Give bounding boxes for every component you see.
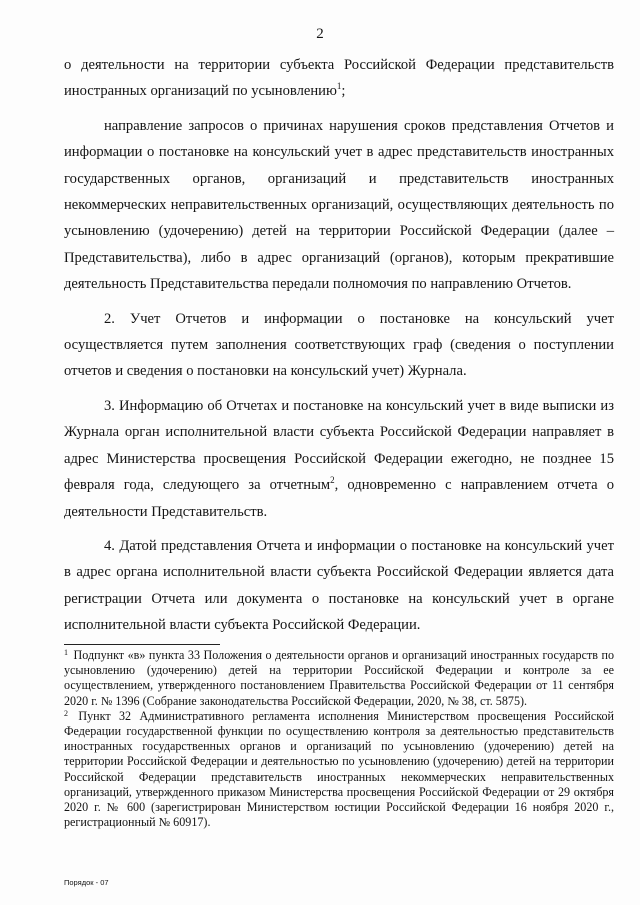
paragraph-1-text: о деятельности на территории субъекта Российской Федерации представительств иностранных организаций по усыновлению [64, 57, 614, 100]
paragraph-4 [64, 393, 614, 525]
footnote-2-text: Пункт 32 Административного регламента исполнения Министерством просвещения Российской Федерации государственной функции по осуществлению контроля за деятельностью представительств иностранных государственных органов и организаций по усыновлению (удочерению) детей на территории Российской Федерации и деятельностью по усыновлению (удочерению) детей на территории Российской Федерации представительств иностранных некоммерческих неправительственных организаций, утвержденного приказом Министерства просвещения Российской Федерации от 29 октября 2020 г. № 600 (зарегистрирован Министерством юстиции Российской Федерации 16 ноября 2020 г., регистрационный № 60917). [64, 708, 614, 830]
paragraph-2: направление запросов о причинах нарушения сроков представления Отчетов и информации о постановке на консульский учет в адрес представительств иностранных государственных органов, организаций и представительств иностранных некоммерческих неправительственных организаций, осуществляющих деятельность по усыновлению (удочерению) детей на территории Российской Федерации (далее – Представительства), либо в адрес организаций (органов), которым прекратившие деятельность Представительства передали полномочия по направлению Отчетов. [64, 117, 614, 293]
footnote-ref-2[interactable]: 2 [330, 475, 335, 486]
document-body [64, 52, 614, 647]
paragraph-5: 4. Датой представления Отчета и информации о постановке на консульский учет в адрес органа исполнительной власти субъекта Российской Федерации является дата регистрации Отчета или документа о постановке на консульский учет в органе исполнительной власти субъекта Российской Федерации. [64, 537, 614, 634]
footnote-2 [64, 709, 614, 831]
paragraph-1 [64, 52, 614, 105]
footnote-separator [64, 644, 220, 645]
page-code: Порядок - 07 [64, 878, 109, 887]
paragraph-4-text: 3. Информацию об Отчетах и постановке на консульский учет в виде выписки из Журнала орган исполнительной власти субъекта Российской Федерации направляет в адрес Министерства просвещения Российской Федерации ежегодно, не позднее 15 февраля года, следующего за отчетным [64, 397, 614, 494]
footnote-1-number: 1 [64, 648, 68, 657]
page-number: 2 [316, 26, 324, 42]
paragraph-3: 2. Учет Отчетов и информации о постановке на консульский учет осуществляется путем заполнения соответствующих граф (сведения о поступлении отчетов и сведения о постановки на консульский учет) Журнала. [64, 310, 614, 380]
footnotes [64, 648, 614, 830]
footnote-1-text: Подпункт «в» пункта 33 Положения о деятельности органов и организаций иностранных государств по усыновлению (удочерению) детей на территории Российской Федерации и контроле за ее осуществлением, утвержденного постановлением Правительства Российской Федерации от 11 сентября 2020 г. № 1396 (Собрание законодательства Российской Федерации, 2020, № 38, ст. 5875). [64, 648, 614, 708]
footnote-2-number: 2 [64, 708, 68, 718]
footnote-ref-1[interactable]: 1 [336, 81, 342, 92]
paragraph-4-tail: , одновременно с направлением отчета о деятельности Представительств. [64, 477, 614, 520]
paragraph-1-tail: ; [341, 83, 346, 100]
footnote-1 [64, 648, 614, 709]
